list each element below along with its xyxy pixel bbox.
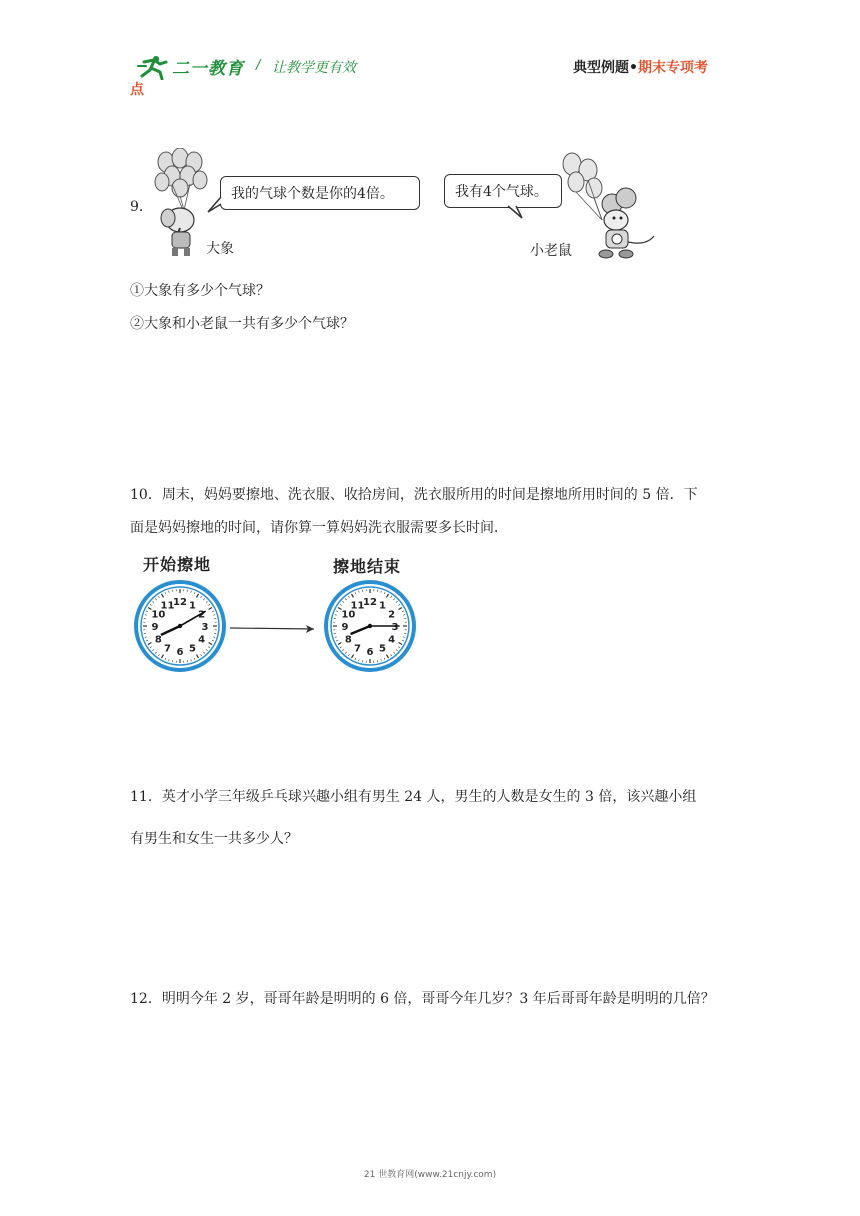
question-11-line-1: 11．英才小学三年级乒乓球兴趣小组有男生 24 人，男生的人数是女生的 3 倍，该兴趣小组 bbox=[130, 789, 697, 805]
clock-numeral: 4 bbox=[388, 634, 396, 646]
clock-start bbox=[136, 582, 224, 670]
question-9-sub-2: ②大象和小老鼠一共有多少个气球？ bbox=[130, 316, 354, 332]
clock-numeral: 7 bbox=[354, 643, 361, 655]
question-10-line-1: 10．周末，妈妈要擦地、洗衣服、收拾房间，洗衣服所用的时间是擦地所用时间的 5 倍．下 bbox=[130, 487, 698, 503]
header-tagline: 让教学更有效 bbox=[272, 60, 356, 76]
elephant-speech-bubble: 我的气球个数是你的4倍。 bbox=[220, 176, 420, 210]
clock-numeral: 11 bbox=[160, 600, 175, 612]
clock-numeral: 1 bbox=[189, 600, 196, 612]
clock-start-title: 开始擦地 bbox=[143, 555, 212, 574]
question-12-line-1: 12．明明今年 2 岁，哥哥年龄是明明的 6 倍，哥哥今年几岁？3 年后哥哥年龄是明明的几倍？ bbox=[130, 991, 715, 1007]
clock-numeral: 2 bbox=[198, 609, 206, 621]
bubble-tail-icon bbox=[206, 196, 226, 216]
clock-numeral: 3 bbox=[391, 622, 399, 633]
clock-numeral: 12 bbox=[363, 597, 377, 608]
clock-numeral: 4 bbox=[198, 634, 206, 646]
clock-end-title: 擦地结束 bbox=[333, 557, 402, 576]
clock-center bbox=[368, 624, 372, 628]
clock-numeral: 12 bbox=[173, 597, 187, 608]
runner-logo-icon bbox=[136, 52, 172, 80]
clock-numeral: 1 bbox=[379, 600, 386, 612]
mouse-with-balloons-illustration bbox=[558, 150, 658, 262]
header-slash: / bbox=[256, 58, 261, 73]
clock-numeral: 7 bbox=[164, 643, 171, 655]
clock-numeral: 10 bbox=[151, 609, 166, 621]
clock-center bbox=[178, 624, 182, 628]
transition-arrow bbox=[230, 628, 314, 629]
elephant-label: 大象 bbox=[206, 241, 234, 257]
clock-numeral: 9 bbox=[341, 622, 349, 633]
elephant-with-balloons-illustration bbox=[150, 148, 214, 258]
header-title-part1: 典型例题• bbox=[573, 60, 638, 76]
header-title-part2: 期末专项考 bbox=[637, 60, 708, 76]
clock-numeral: 3 bbox=[201, 622, 209, 633]
bubble-tail-icon bbox=[506, 205, 526, 221]
mouse-label: 小老鼠 bbox=[530, 243, 572, 259]
mouse-speech-bubble: 我有4个气球。 bbox=[444, 174, 562, 208]
brand-name: 二一教育 bbox=[172, 59, 244, 79]
clocks-figure bbox=[128, 576, 428, 672]
clock-numeral: 8 bbox=[344, 634, 352, 646]
question-11-line-2: 有男生和女生一共多少人？ bbox=[130, 831, 298, 847]
clock-numeral: 11 bbox=[350, 600, 365, 612]
clock-numeral: 10 bbox=[341, 609, 356, 621]
question-10-line-2: 面是妈妈擦地的时间，请你算一算妈妈洗衣服需要多长时间． bbox=[130, 520, 508, 536]
page-footer: 21 世教育网(www.21cnjy.com) bbox=[363, 1170, 497, 1180]
question-number: 9． bbox=[130, 199, 153, 215]
question-9-sub-1: ①大象有多少个气球？ bbox=[130, 283, 270, 299]
clock-numeral: 8 bbox=[154, 634, 162, 646]
clock-numeral: 6 bbox=[366, 647, 374, 658]
clock-end bbox=[326, 582, 414, 670]
clock-numeral: 5 bbox=[379, 643, 386, 655]
header-title-wrap: 点 bbox=[130, 82, 144, 98]
header-title bbox=[573, 57, 708, 77]
clock-numeral: 2 bbox=[388, 609, 396, 621]
clock-numeral: 6 bbox=[176, 647, 184, 658]
clock-numeral: 9 bbox=[151, 622, 159, 633]
clock-numeral: 5 bbox=[189, 643, 196, 655]
